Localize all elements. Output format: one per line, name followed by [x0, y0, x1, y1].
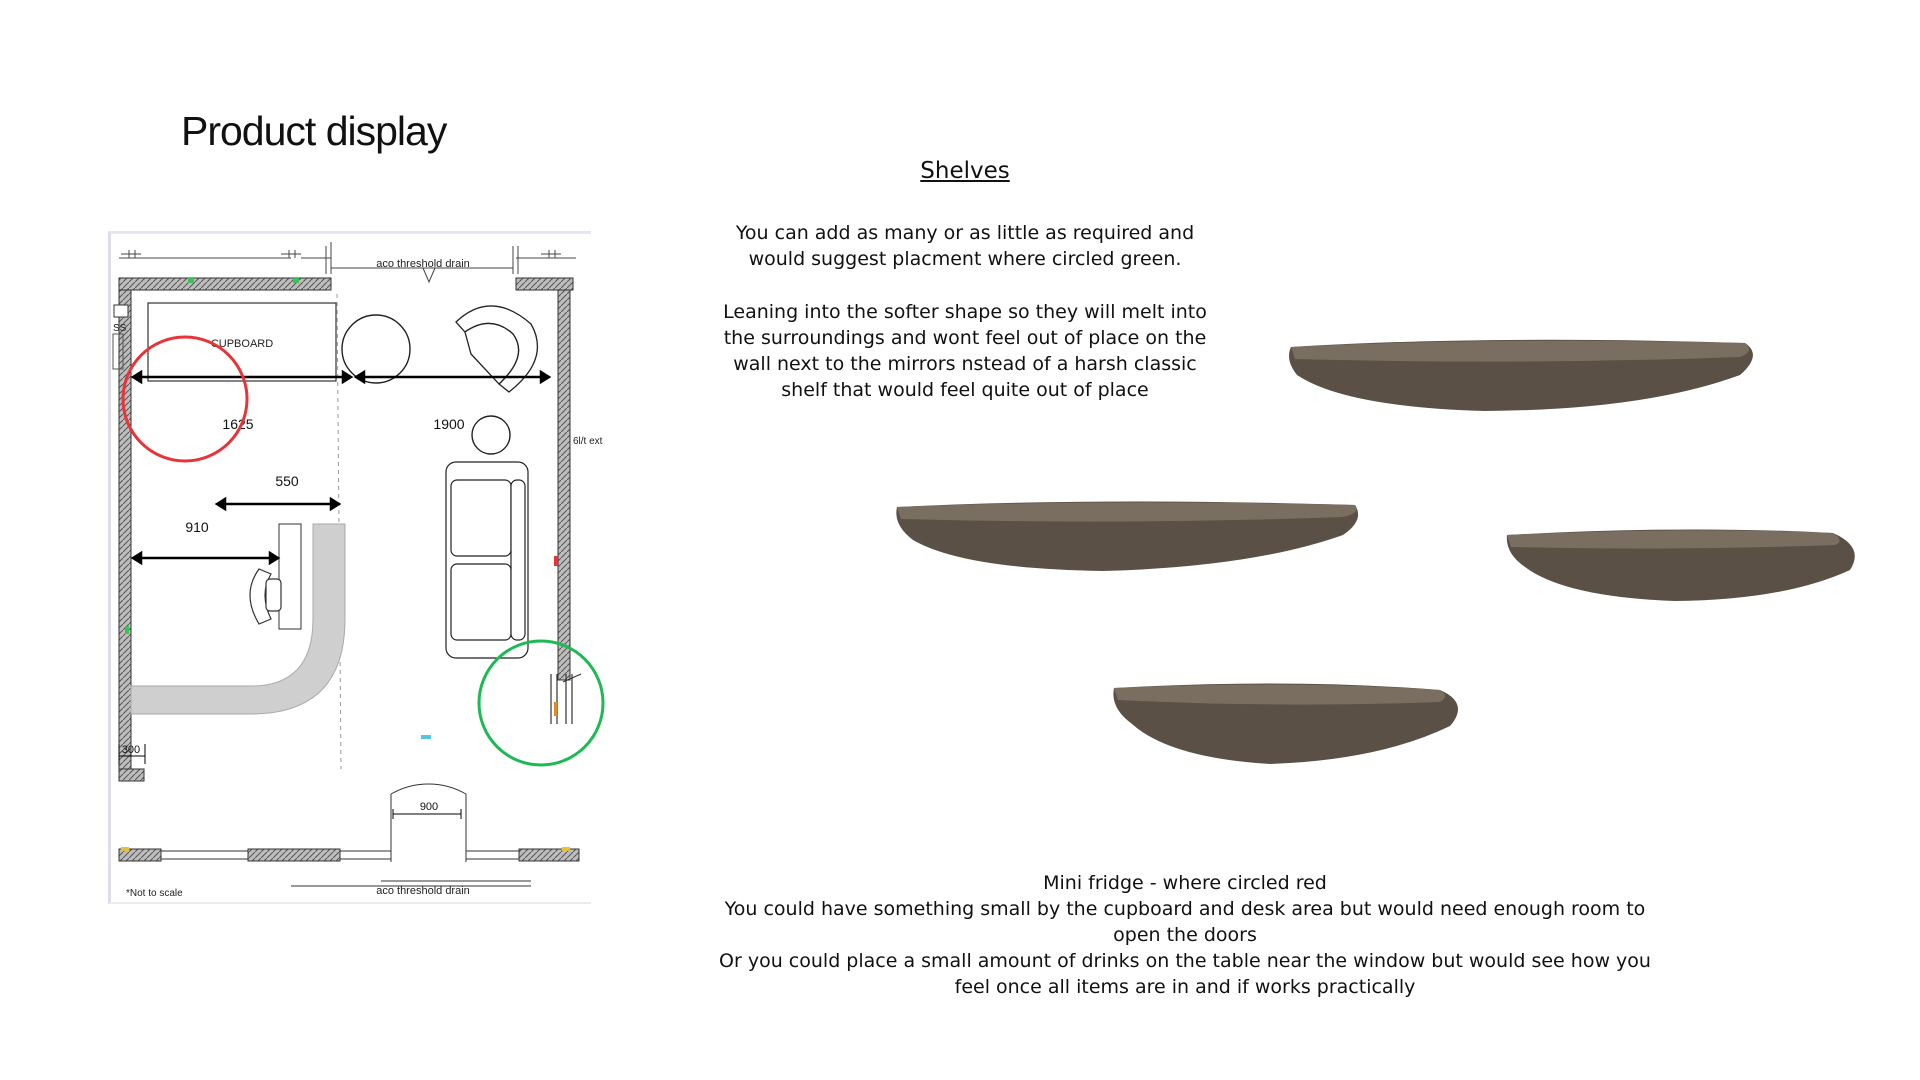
floor-plan-image: [108, 231, 603, 904]
fridge-line-3: Or you could place a small amount of drinks on the table near the window but would see how you feel once all items are in and if works practically: [719, 950, 1651, 998]
drain-top-label: aco threshold drain: [376, 258, 470, 270]
shelves-paragraph-2: Leaning into the softer shape so they will melt into the surroundings and wont feel out of place on the wall next to the mirrors nstead of a harsh classic shelf that would feel quite out of place: [723, 301, 1207, 401]
dim-1625-label: 1625: [222, 416, 254, 432]
shelf-image-1: [1285, 335, 1760, 415]
fridge-line-2: You could have something small by the cupboard and desk area but would need enough room to open the doors: [724, 898, 1646, 946]
shelves-heading: Shelves: [920, 158, 1010, 184]
shelves-paragraph-1: You can add as many or as little as required and would suggest placment where circled green.: [735, 222, 1195, 270]
shelf-image-4: [1110, 678, 1465, 768]
dim-1900-label: 1900: [433, 416, 465, 432]
edge-mark-label: SS: [113, 323, 127, 334]
fridge-line-1: Mini fridge - where circled red: [1043, 872, 1327, 894]
dim-900-label: 900: [419, 801, 439, 813]
floor-plan-drawing: [111, 234, 603, 904]
shelf-image-3: [1505, 525, 1860, 605]
page-title: Product display: [181, 108, 447, 154]
side-note-label: 6l/t ext: [573, 436, 603, 447]
dim-910-label: 910: [185, 519, 209, 535]
drain-bottom-label: aco threshold drain: [376, 885, 470, 897]
not-to-scale-label: *Not to scale: [126, 888, 183, 899]
cupboard-label: CUPBOARD: [210, 338, 274, 350]
dim-300-label: 300: [121, 744, 141, 756]
fridge-section: [700, 870, 1670, 1000]
shelf-image-2: [893, 495, 1363, 575]
dim-550-label: 550: [275, 473, 299, 489]
